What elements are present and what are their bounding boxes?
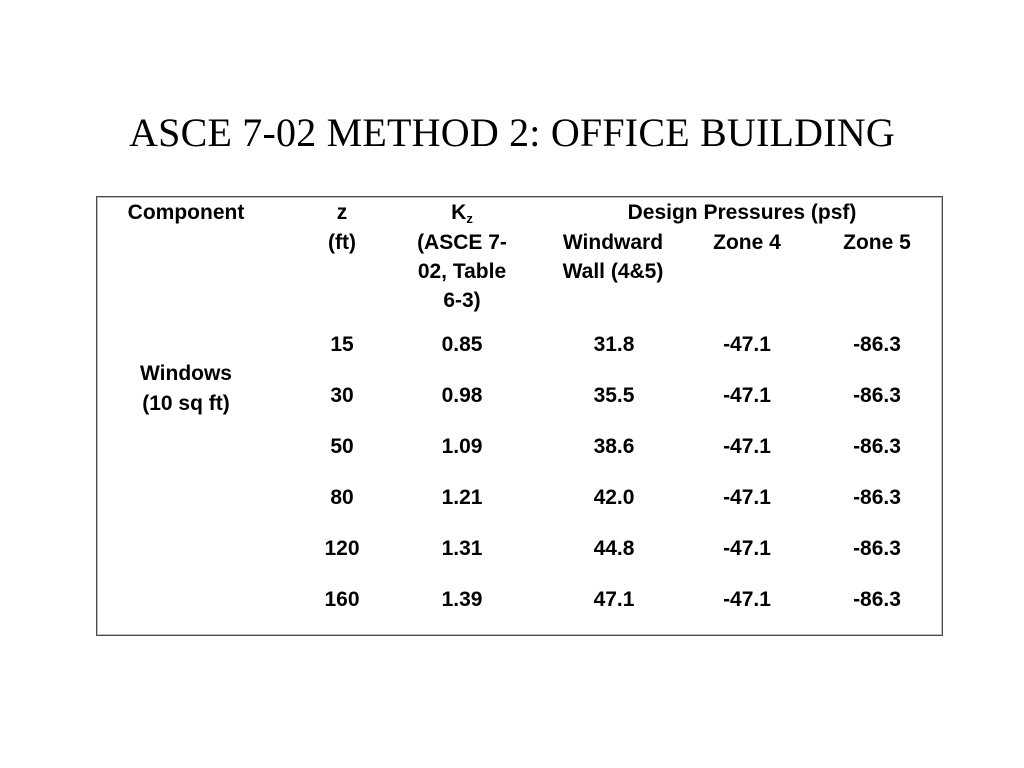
header-kz <box>412 199 512 233</box>
row-6-kz: 1.39 <box>441 588 483 611</box>
row-1-zone5: -86.3 <box>853 333 901 356</box>
header-design-pressures: Design Pressures (psf) <box>627 201 857 224</box>
row-4-zone5: -86.3 <box>853 486 901 509</box>
row-5-z: 120 <box>324 537 360 560</box>
header-kz-ref-line1: (ASCE 7- <box>417 231 507 254</box>
component-name-line2: (10 sq ft) <box>142 392 230 415</box>
row-6-zone5: -86.3 <box>853 588 901 611</box>
row-3-z: 50 <box>330 435 354 458</box>
row-4-windward: 42.0 <box>593 486 635 509</box>
header-windward-line2: Wall (4&5) <box>562 260 664 283</box>
row-2-windward: 35.5 <box>593 384 635 407</box>
component-name-line1: Windows <box>140 362 232 385</box>
row-6-z: 160 <box>324 588 360 611</box>
row-5-zone5: -86.3 <box>853 537 901 560</box>
row-4-kz: 1.21 <box>441 486 483 509</box>
row-1-zone4: -47.1 <box>723 333 771 356</box>
row-5-windward: 44.8 <box>593 537 635 560</box>
row-3-zone4: -47.1 <box>723 435 771 458</box>
header-z-unit: (ft) <box>328 231 356 254</box>
header-z: z <box>336 201 348 224</box>
header-zone5: Zone 5 <box>843 231 911 254</box>
row-5-kz: 1.31 <box>441 537 483 560</box>
header-kz-ref-line2: 02, Table <box>417 260 507 283</box>
row-2-zone5: -86.3 <box>853 384 901 407</box>
row-4-zone4: -47.1 <box>723 486 771 509</box>
row-2-zone4: -47.1 <box>723 384 771 407</box>
slide-title: ASCE 7-02 METHOD 2: OFFICE BUILDING <box>129 110 895 155</box>
header-kz-subscript: z <box>466 211 473 226</box>
row-3-zone5: -86.3 <box>853 435 901 458</box>
header-component: Component <box>127 201 245 224</box>
row-3-kz: 1.09 <box>441 435 483 458</box>
header-zone4: Zone 4 <box>713 231 781 254</box>
row-3-windward: 38.6 <box>593 435 635 458</box>
row-1-z: 15 <box>330 333 354 356</box>
header-kz-symbol: K <box>451 201 467 224</box>
header-windward-line1: Windward <box>562 231 664 254</box>
row-2-z: 30 <box>330 384 354 407</box>
row-5-zone4: -47.1 <box>723 537 771 560</box>
row-2-kz: 0.98 <box>441 384 483 407</box>
row-4-z: 80 <box>330 486 354 509</box>
row-6-windward: 47.1 <box>593 588 635 611</box>
row-1-kz: 0.85 <box>441 333 483 356</box>
row-6-zone4: -47.1 <box>723 588 771 611</box>
header-kz-ref-line3: 6-3) <box>443 289 481 312</box>
row-1-windward: 31.8 <box>593 333 635 356</box>
